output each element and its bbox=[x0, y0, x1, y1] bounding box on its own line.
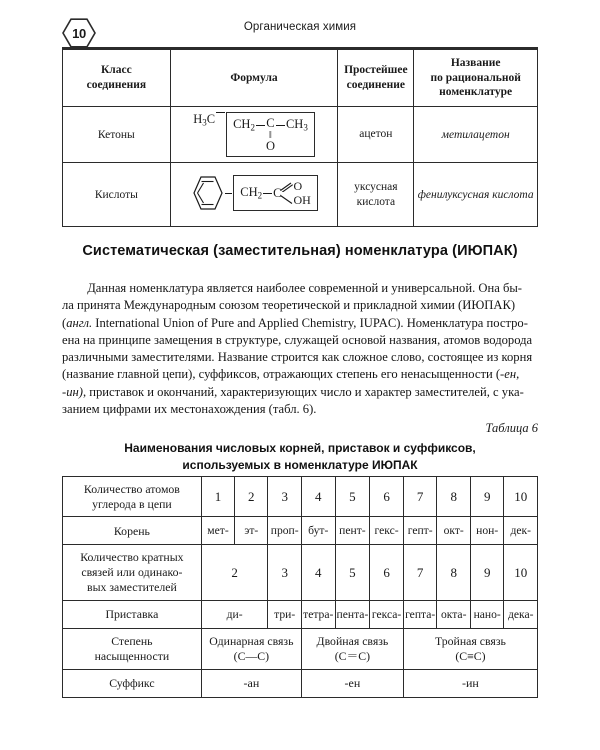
paragraph-line: (англ. International Union of Pure and Applied Chemistry, IUPAC). Номенклатура постро- bbox=[62, 315, 528, 330]
cell-line: уксусная bbox=[354, 180, 398, 193]
paragraph-line: ла принята Международным союзом теоретической и прикладной химии (ИЮПАК) bbox=[62, 298, 516, 313]
cell-rational-phenylacetic-acid: фенилуксусная кислота bbox=[414, 163, 538, 227]
table-row bbox=[63, 107, 538, 163]
cell-line: кислота bbox=[356, 195, 396, 208]
table-row-suffix bbox=[63, 670, 538, 698]
ch2-group: $CH_2$ bbox=[233, 117, 255, 133]
header-line: соединения bbox=[86, 79, 147, 92]
column-header-formula bbox=[170, 50, 338, 107]
row-label-suffix: Суффикс bbox=[63, 670, 202, 698]
cell-multiple-bonds: 4 bbox=[301, 545, 335, 600]
bond-line-icon bbox=[256, 125, 265, 126]
cell-multiple-bonds: 5 bbox=[335, 545, 370, 600]
bond-name: Двойная связь bbox=[316, 633, 389, 648]
cell-triple-bond bbox=[403, 628, 537, 670]
bond-name: Тройная связь bbox=[434, 633, 506, 648]
cell-multiple-bonds: 3 bbox=[268, 545, 302, 600]
cell-class-acids: Кислоты bbox=[63, 163, 171, 227]
bond-notation: (C＝C) bbox=[334, 649, 371, 663]
cell-root: нон- bbox=[470, 517, 504, 545]
row-label-multiple-bonds bbox=[63, 545, 202, 600]
cell-prefix: тетра- bbox=[301, 600, 335, 628]
table-row-multiple-bonds bbox=[63, 545, 538, 600]
ketone-boxed-fragment bbox=[226, 112, 315, 157]
bond-notation: (C—C) bbox=[233, 649, 270, 663]
cell-prefix: три- bbox=[268, 600, 302, 628]
paragraph-line: -ин), приставок и окончаний, характеризующих число и характер заместителей, с ука- bbox=[62, 384, 524, 399]
column-header-class bbox=[63, 50, 171, 107]
cell-formula-acid bbox=[170, 163, 338, 227]
section-heading: Систематическая (заместительная) номенклатура (ИЮПАК) bbox=[82, 243, 518, 259]
table-header-row bbox=[63, 50, 538, 107]
table-row-saturation bbox=[63, 628, 538, 670]
bond-line-icon bbox=[225, 193, 232, 194]
compound-classes-table bbox=[62, 49, 538, 227]
bond-notation: (C≡C) bbox=[455, 649, 486, 663]
running-head bbox=[0, 8, 600, 48]
cell-multiple-bonds: 7 bbox=[403, 545, 437, 600]
cell-single-bond bbox=[201, 628, 301, 670]
oxygen-atom: O bbox=[265, 138, 275, 153]
caption-line: используемых в номенклатуре ИЮПАК bbox=[182, 457, 418, 472]
benzene-ring-icon bbox=[190, 174, 224, 212]
label-line: Количество атомов bbox=[83, 482, 180, 496]
cell-suffix: -ин bbox=[403, 670, 537, 698]
table-row bbox=[63, 163, 538, 227]
header-line: по рациональной bbox=[430, 71, 521, 84]
table-caption bbox=[62, 440, 538, 473]
column-header-rational-name bbox=[414, 50, 538, 107]
cell-prefix: пента- bbox=[335, 600, 370, 628]
cell-root: проп- bbox=[268, 517, 302, 545]
carbonyl-oxygen-row bbox=[280, 180, 310, 192]
paragraph-line: занием цифрами их местонахождения (табл. 6). bbox=[62, 401, 317, 416]
cell-multiple-bonds: 8 bbox=[437, 545, 470, 600]
header-line: Простейшее bbox=[344, 64, 408, 77]
caption-line: Наименования числовых корней, приставок и суффиксов, bbox=[124, 441, 476, 455]
cell-simplest-acetic-acid bbox=[338, 163, 414, 227]
cell-root: бут- bbox=[301, 517, 335, 545]
carbonyl-carbon-group: C ‖ O bbox=[265, 116, 275, 153]
label-line: Количество кратных bbox=[80, 550, 184, 565]
paragraph-line: (название главной цепи), суффиксов, отражающих степень его ненасыщенности (-ен, bbox=[62, 367, 520, 382]
cell-rational-methylacetone: метилацетон bbox=[414, 107, 538, 163]
cell-carbon-count: 4 bbox=[301, 477, 335, 517]
ch3-group: $CH_3$ bbox=[285, 117, 308, 133]
double-bond-icon: ‖ bbox=[269, 129, 272, 141]
phenylacetic-acid-structure bbox=[190, 174, 318, 212]
cell-prefix: гекса- bbox=[370, 600, 404, 628]
cell-root: эт- bbox=[235, 517, 268, 545]
row-label-saturation bbox=[63, 628, 202, 670]
cell-class-ketones: Кетоны bbox=[63, 107, 171, 163]
header-line: Название bbox=[450, 57, 501, 69]
paragraph-line: ена на принципе замещения в структуре, служащей основой названия, атомов водорода bbox=[62, 332, 533, 347]
cell-carbon-count: 1 bbox=[201, 477, 234, 517]
oxygen-atom: O bbox=[293, 179, 303, 194]
cell-suffix: -ан bbox=[201, 670, 301, 698]
page-number: 10 bbox=[72, 25, 86, 41]
header-line: номенклатуре bbox=[439, 86, 513, 99]
cell-multiple-bonds: 10 bbox=[504, 545, 538, 600]
cell-root: дек- bbox=[504, 517, 538, 545]
cell-simplest-acetone: ацетон bbox=[338, 107, 414, 163]
bond-name: Одинарная связь bbox=[209, 633, 294, 648]
cell-carbon-count: 9 bbox=[470, 477, 504, 517]
paragraph-line: различными заместителями. Название строится как сложное слово, состоящее из корня bbox=[62, 350, 533, 364]
cell-carbon-count: 7 bbox=[403, 477, 437, 517]
table-number-label: Таблица 6 bbox=[485, 421, 538, 435]
bond-line-icon bbox=[263, 193, 272, 194]
header-line: Класс bbox=[100, 64, 132, 77]
ketone-structure bbox=[193, 112, 315, 157]
column-header-simplest bbox=[338, 50, 414, 107]
bond-line-icon bbox=[276, 125, 285, 126]
cell-root: гекс- bbox=[370, 517, 404, 545]
cell-root: пент- bbox=[335, 517, 370, 545]
ketone-lead-group: $H_3C$ bbox=[193, 112, 216, 128]
cell-prefix: окта- bbox=[437, 600, 470, 628]
cell-carbon-count: 6 bbox=[370, 477, 404, 517]
header-line: соединение bbox=[346, 79, 406, 92]
row-label-prefix: Приставка bbox=[63, 600, 202, 628]
ch2-group: $CH_2$ bbox=[240, 184, 263, 201]
cell-root: окт- bbox=[437, 517, 470, 545]
cell-carbon-count: 5 bbox=[335, 477, 370, 517]
paragraph-line: Данная номенклатура является наиболее современной и универсальной. Она бы- bbox=[62, 281, 523, 295]
cell-double-bond bbox=[301, 628, 403, 670]
header-line: Формула bbox=[230, 71, 278, 84]
double-bond-icon bbox=[280, 181, 293, 192]
bond-line-icon bbox=[216, 112, 225, 113]
label-line: вых заместителей bbox=[87, 579, 177, 594]
cell-root: мет- bbox=[201, 517, 234, 545]
label-line: Степень bbox=[111, 634, 153, 649]
table-row-prefix bbox=[63, 600, 538, 628]
table-row-carbon-count bbox=[63, 477, 538, 517]
cell-multiple-bonds: 9 bbox=[470, 545, 504, 600]
cell-multiple-bonds: 6 bbox=[370, 545, 404, 600]
cell-suffix: -ен bbox=[301, 670, 403, 698]
cell-prefix: гепта- bbox=[403, 600, 437, 628]
label-line: связей или одинако- bbox=[81, 565, 183, 580]
carboxyl-carbon: C bbox=[273, 185, 282, 200]
body-paragraph bbox=[62, 280, 538, 418]
acid-boxed-fragment bbox=[233, 175, 318, 210]
cell-root: гепт- bbox=[403, 517, 437, 545]
numeric-roots-table bbox=[62, 476, 538, 698]
cell-carbon-count: 10 bbox=[504, 477, 538, 517]
cell-carbon-count: 2 bbox=[235, 477, 268, 517]
label-line: углерода в цепи bbox=[92, 496, 172, 511]
cell-carbon-count: 8 bbox=[437, 477, 470, 517]
running-title: Органическая химия bbox=[243, 21, 357, 33]
row-label-root: Корень bbox=[63, 517, 202, 545]
row-label-carbon-count bbox=[63, 477, 202, 517]
cell-formula-ketone bbox=[170, 107, 338, 163]
cell-prefix: нано- bbox=[470, 600, 504, 628]
cell-prefix: дека- bbox=[504, 600, 538, 628]
hydroxyl-group: OH bbox=[293, 192, 311, 207]
cell-carbon-count: 3 bbox=[268, 477, 302, 517]
hydroxyl-row bbox=[280, 194, 310, 206]
cell-prefix: ди- bbox=[201, 600, 268, 628]
label-line: насыщенности bbox=[94, 649, 170, 663]
single-bond-icon bbox=[280, 194, 293, 205]
table-row-root bbox=[63, 517, 538, 545]
cell-multiple-bonds: 2 bbox=[201, 545, 268, 600]
